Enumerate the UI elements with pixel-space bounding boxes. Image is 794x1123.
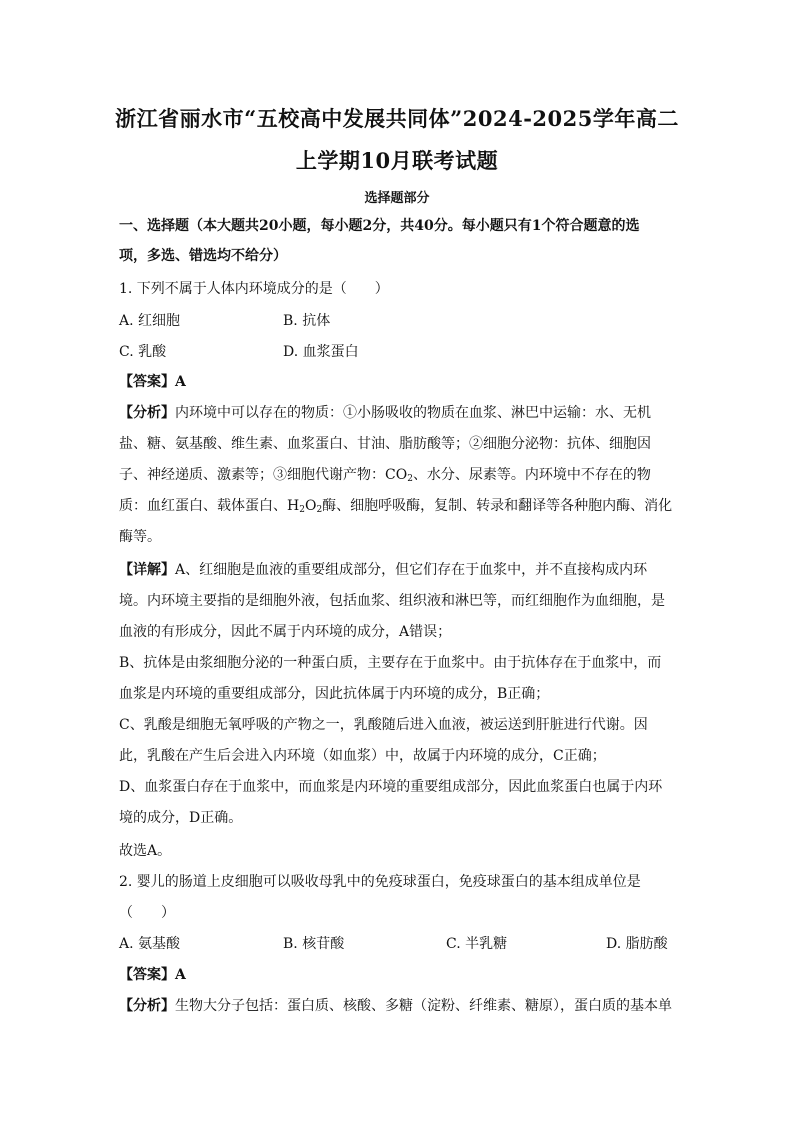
question-1-option-d: D. 血浆蛋白 — [283, 344, 359, 360]
question-1-analysis-line: 盐、糖、氨基酸、维生素、血浆蛋白、甘油、脂肪酸等；②细胞分泌物：抗体、细胞因 — [119, 436, 651, 452]
question-1-analysis-line: 质：血红蛋白、载体蛋白、$H_2O_2$酶、细胞呼吸酶，复制、转录和翻译等各种胞内酶、消化 — [119, 498, 673, 515]
question-2-option-a: A. 氨基酸 — [119, 936, 181, 952]
question-1-detail-line: 此，乳酸在产生后会进入内环境（如血浆）中，故属于内环境的成分，C正确； — [119, 748, 606, 764]
analysis-label: 【分析】 — [119, 998, 175, 1014]
question-2-option-d: D. 脂肪酸 — [606, 936, 668, 952]
question-1-answer: 【答案】A — [119, 374, 186, 390]
question-2-option-c: C. 半乳糖 — [446, 936, 508, 952]
question-1-detail-line: 血液的有形成分，因此不属于内环境的成分，A错误； — [119, 624, 452, 640]
section-heading: 选择题部分 — [364, 191, 430, 206]
instructions-line-2: 项，多选、错选均不给分） — [119, 248, 287, 264]
question-1-detail-line: D、血浆蛋白存在于血浆中，而血浆是内环境的重要组成部分，因此血浆蛋白也属于内环 — [119, 779, 663, 795]
question-2-answer: 【答案】A — [119, 967, 186, 983]
question-1-detail-line: 【详解】A、红细胞是血液的重要组成部分，但它们存在于血浆中，并不直接构成内环 — [119, 562, 648, 578]
instructions-line-1: 一、选择题（本大题共20小题，每小题2分，共40分。每小题只有1个符合题意的选 — [119, 218, 640, 234]
document-title-line-2: 上学期10月联考试题 — [295, 148, 499, 173]
question-1-analysis-line: 酶等。 — [119, 529, 161, 545]
question-1-option-c: C. 乳酸 — [119, 344, 167, 360]
question-1-conclusion: 故选A。 — [119, 843, 172, 859]
question-2-option-b: B. 核苷酸 — [283, 936, 345, 952]
question-1-detail-line: C、乳酸是细胞无氧呼吸的产物之一，乳酸随后进入血液，被运送到肝脏进行代谢。因 — [119, 717, 648, 733]
question-1-analysis-line: 【分析】内环境中可以存在的物质：①小肠吸收的物质在血浆、淋巴中运输：水、无机 — [119, 405, 651, 421]
question-2-stem: 2. 婴儿的肠道上皮细胞可以吸收母乳中的免疫球蛋白，免疫球蛋白的基本组成单位是 — [119, 874, 641, 890]
question-2-analysis-line: 【分析】生物大分子包括：蛋白质、核酸、多糖（淀粉、纤维素、糖原），蛋白质的基本单 — [119, 998, 672, 1014]
document-title-line-1: 浙江省丽水市“五校高中发展共同体”2024-2025学年高二 — [115, 106, 679, 131]
question-1-stem: 1. 下列不属于人体内环境成分的是（ ） — [119, 281, 389, 297]
question-1-option-a: A. 红细胞 — [119, 313, 181, 329]
question-1-detail-line: 血浆是内环境的重要组成部分，因此抗体属于内环境的成分，B正确； — [119, 686, 550, 702]
analysis-label: 【分析】 — [119, 405, 175, 421]
question-1-detail-line: 境的成分，D正确。 — [119, 810, 243, 826]
question-1-option-b: B. 抗体 — [283, 313, 331, 329]
detail-label: 【详解】 — [119, 562, 175, 578]
question-1-detail-line: 境。内环境主要指的是细胞外液，包括血浆、组织液和淋巴等，而红细胞作为血细胞，是 — [119, 593, 665, 609]
question-1-analysis-line: 子、神经递质、激素等；③细胞代谢产物：$CO_2$、水分、尿素等。内环境中不存在的物 — [119, 467, 651, 484]
question-2-stem-continued: （ ） — [119, 905, 175, 921]
question-1-detail-line: B、抗体是由浆细胞分泌的一种蛋白质，主要存在于血浆中。由于抗体存在于血浆中，而 — [119, 655, 662, 671]
